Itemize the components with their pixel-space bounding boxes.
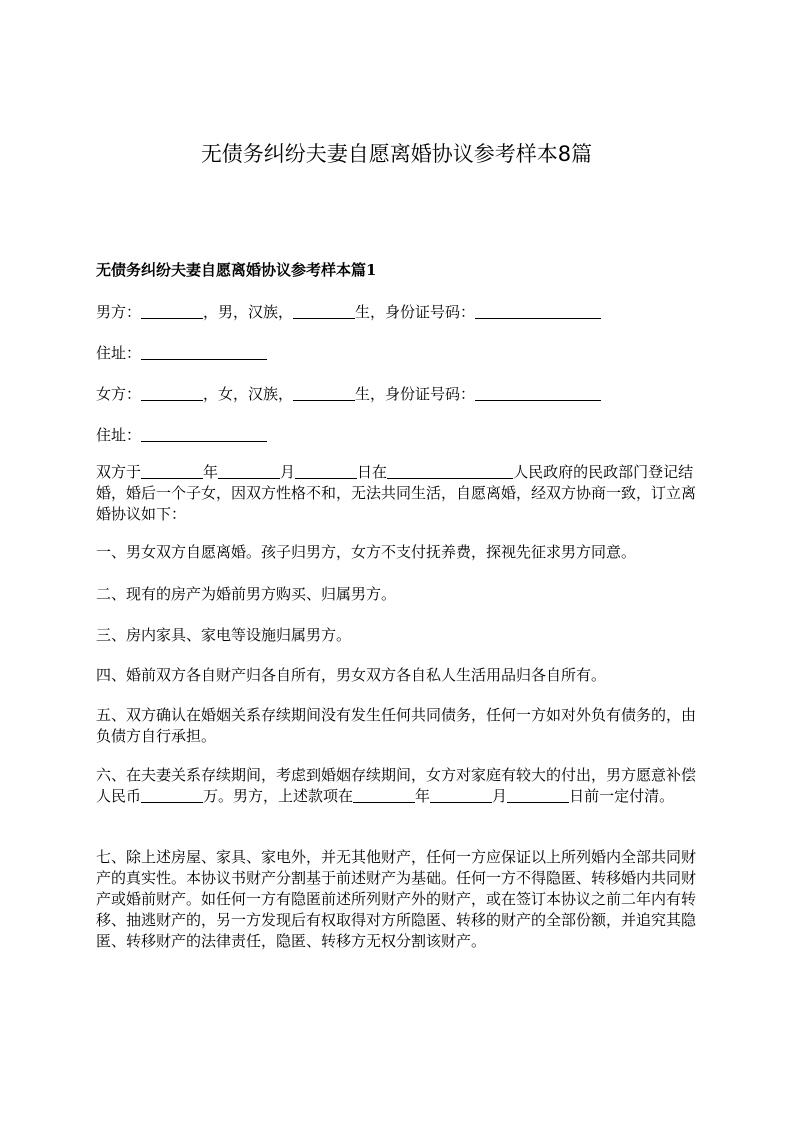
husband-label: 男方： — [96, 303, 142, 321]
husband-address-label: 住址： — [96, 344, 142, 362]
intro-paragraph — [96, 462, 700, 525]
intro-rest: 人民政府的民政部门登记结婚，婚后一个子女，因双方性格不和，无法共同生活，自愿离婚，经双方协商一致，订立离婚协议如下： — [96, 463, 697, 523]
husband-born-text: 生，身份证号码： — [355, 303, 476, 321]
clause-4: 四、婚前双方各自财产归各自所有，男女双方各自私人生活用品归各自所有。 — [96, 666, 607, 684]
husband-address-blank — [141, 345, 267, 360]
payment-month-blank — [430, 788, 492, 803]
wife-id-blank — [475, 386, 601, 401]
husband-gender-text: ，男，汉族， — [203, 303, 294, 321]
husband-name-blank — [141, 304, 203, 319]
clause-1: 一、男女双方自愿离婚。孩子归男方，女方不支付抚养费，探视先征求男方同意。 — [96, 543, 637, 561]
compensation-amount-blank — [141, 788, 203, 803]
section-heading: 无债务纠纷夫妻自愿离婚协议参考样本篇1 — [96, 261, 377, 279]
payment-day-blank — [507, 788, 569, 803]
wife-address-blank — [141, 427, 267, 442]
clause-2: 二、现有的房产为婚前男方购买、归属男方。 — [96, 585, 397, 603]
clause-5: 五、双方确认在婚姻关系存续期间没有发生任何共同债务，任何一方如对外负有债务的，由负债方自行承担。 — [96, 706, 697, 745]
intro-year-blank — [141, 464, 203, 479]
wife-birth-blank — [293, 386, 355, 401]
clause-6-suffix: 日前一定付清。 — [569, 787, 675, 805]
wife-info-line — [96, 384, 700, 405]
clause-6-year: 年 — [415, 787, 431, 805]
wife-gender-text: ，女，汉族， — [203, 385, 294, 403]
intro-month-text: 月 — [280, 463, 296, 481]
clause-6-prefix: 六、在夫妻关系存续期间，考虑到婚姻存续期间，女方对家庭有较大的付出，男方愿意补偿人民币 — [96, 766, 697, 805]
intro-prefix: 双方于 — [96, 463, 142, 481]
clause-3: 三、房内家具、家电等设施归属男方。 — [96, 626, 352, 644]
husband-info-line — [96, 302, 700, 323]
wife-born-text: 生，身份证号码： — [355, 385, 476, 403]
intro-month-blank — [218, 464, 280, 479]
intro-place-blank — [387, 464, 513, 479]
husband-id-blank — [475, 304, 601, 319]
husband-address-line — [96, 343, 700, 364]
wife-address-line — [96, 425, 700, 446]
wife-label: 女方： — [96, 385, 142, 403]
clause-7: 七、除上述房屋、家具、家电外，并无其他财产，任何一方应保证以上所列婚内全部共同财产的真实性。本协议书财产分割基于前述财产为基础。任何一方不得隐匿、转移婚内共同财产或婚前财产。如任何一方有隐匿前述所列财产外的财产，或在签订本协议之前二年内有转移、抽逃财产的，另一方发现后有权取得对方所隐匿、转移的财产的全部份额，并追究其隐匿、转移财产的法律责任，隐匿、转移方无权分割该财产。 — [96, 848, 697, 950]
intro-year-text: 年 — [203, 463, 219, 481]
clause-6-unit: 万。男方，上述款项在 — [203, 787, 354, 805]
intro-day-text: 日在 — [357, 463, 388, 481]
husband-birth-blank — [293, 304, 355, 319]
wife-address-label: 住址： — [96, 426, 142, 444]
wife-name-blank — [141, 386, 203, 401]
document-title: 无债务纠纷夫妻自愿离婚协议参考样本8篇 — [200, 142, 593, 166]
payment-year-blank — [353, 788, 415, 803]
clause-6 — [96, 765, 700, 807]
clause-6-month: 月 — [492, 787, 508, 805]
intro-day-blank — [295, 464, 357, 479]
